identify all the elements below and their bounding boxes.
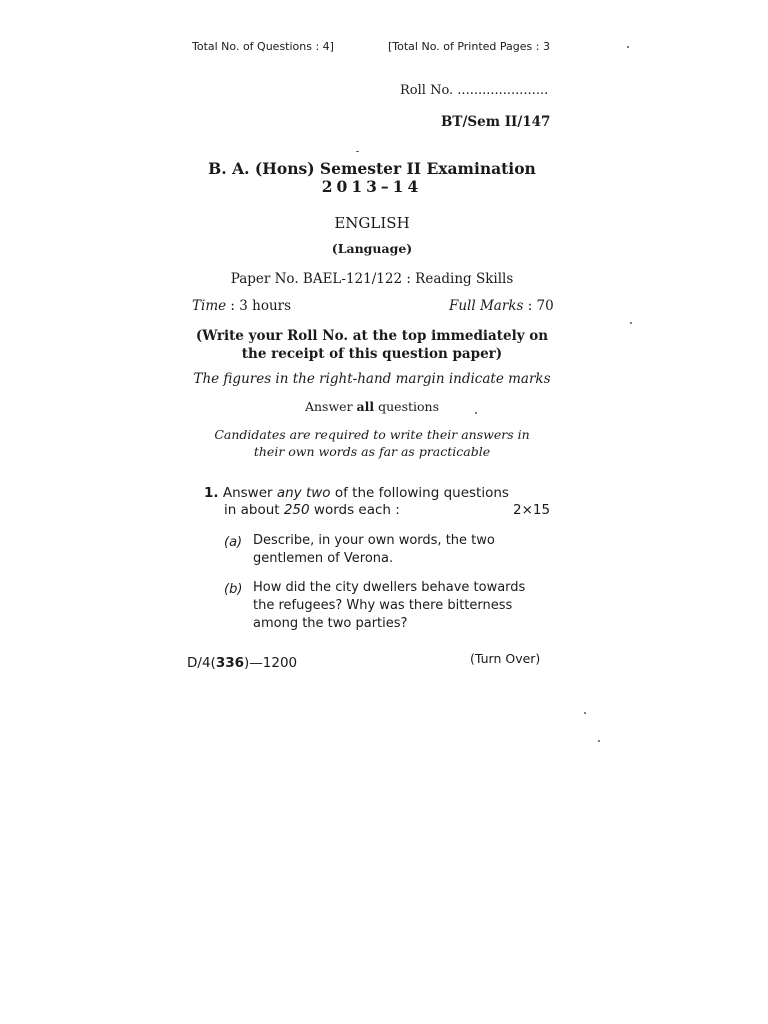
part-a-text: Describe, in your own words, the two gentlemen of Verona.	[253, 533, 495, 566]
q1-line1-post: of the following questions	[330, 485, 509, 501]
roll-note	[142, 327, 602, 363]
time-label: Time	[192, 298, 227, 314]
roll-note-line-1: (Write your Roll No. at the top immediately on	[195, 328, 549, 344]
serial-suffix: )—1200	[244, 655, 298, 671]
paper-serial	[187, 655, 297, 671]
answer-all-note	[142, 399, 602, 414]
paper-code: BT/Sem II/147	[441, 114, 551, 130]
answer-prefix: Answer	[304, 399, 357, 414]
candidates-line-2: their own words as far as practicable	[253, 444, 491, 459]
marks-label: Full Marks	[449, 298, 524, 314]
time-value: : 3 hours	[226, 298, 292, 314]
q1-line2-pre: in about	[224, 502, 284, 518]
subject-name: ENGLISH	[334, 214, 410, 232]
exam-time	[192, 298, 291, 314]
exam-year: 2013–14	[321, 177, 423, 196]
part-b-label: (b)	[224, 582, 243, 597]
scan-speck	[627, 46, 629, 48]
answer-bold: all	[356, 399, 375, 414]
q1-line1-pre: Answer	[222, 485, 277, 501]
question-1-line-1	[204, 485, 509, 501]
scan-speck	[598, 740, 600, 742]
roll-note-line-2: the receipt of this question paper)	[241, 346, 503, 362]
roll-number-field: Roll No. ......................	[400, 83, 549, 98]
q1-line2-post: words each :	[309, 502, 400, 518]
scan-speck	[356, 151, 359, 152]
q1-line1-em: any two	[276, 485, 331, 501]
exam-title: B. A. (Hons) Semester II Examination	[208, 159, 536, 178]
answer-suffix: questions	[374, 399, 439, 414]
serial-bold: 336	[215, 655, 244, 671]
total-printed-pages: [Total No. of Printed Pages : 3	[388, 40, 550, 53]
question-1-marks: 2×15	[513, 502, 551, 518]
margin-marks-note: The figures in the right-hand margin indicate marks	[193, 371, 551, 387]
serial-prefix: D/4(	[187, 655, 216, 671]
marks-value: : 70	[523, 298, 554, 314]
paper-number: Paper No. BAEL-121/122 : Reading Skills	[230, 271, 514, 287]
q1-line2-em: 250	[283, 502, 310, 518]
question-1-number: 1.	[204, 485, 219, 501]
scan-speck	[475, 412, 477, 414]
part-a-label: (a)	[224, 535, 243, 550]
scan-speck	[584, 712, 586, 714]
scan-speck	[630, 322, 632, 324]
full-marks	[449, 298, 554, 314]
part-b-text: How did the city dwellers behave towards the refugees? Why was there bitterness among the two parties?	[253, 580, 526, 631]
candidates-note	[142, 426, 602, 460]
sub-subject: (Language)	[331, 241, 413, 256]
question-1-line-2	[224, 502, 400, 518]
candidates-line-1: Candidates are required to write their answers in	[214, 427, 530, 442]
turn-over-note: (Turn Over)	[470, 651, 541, 666]
total-questions: Total No. of Questions : 4]	[192, 40, 334, 53]
